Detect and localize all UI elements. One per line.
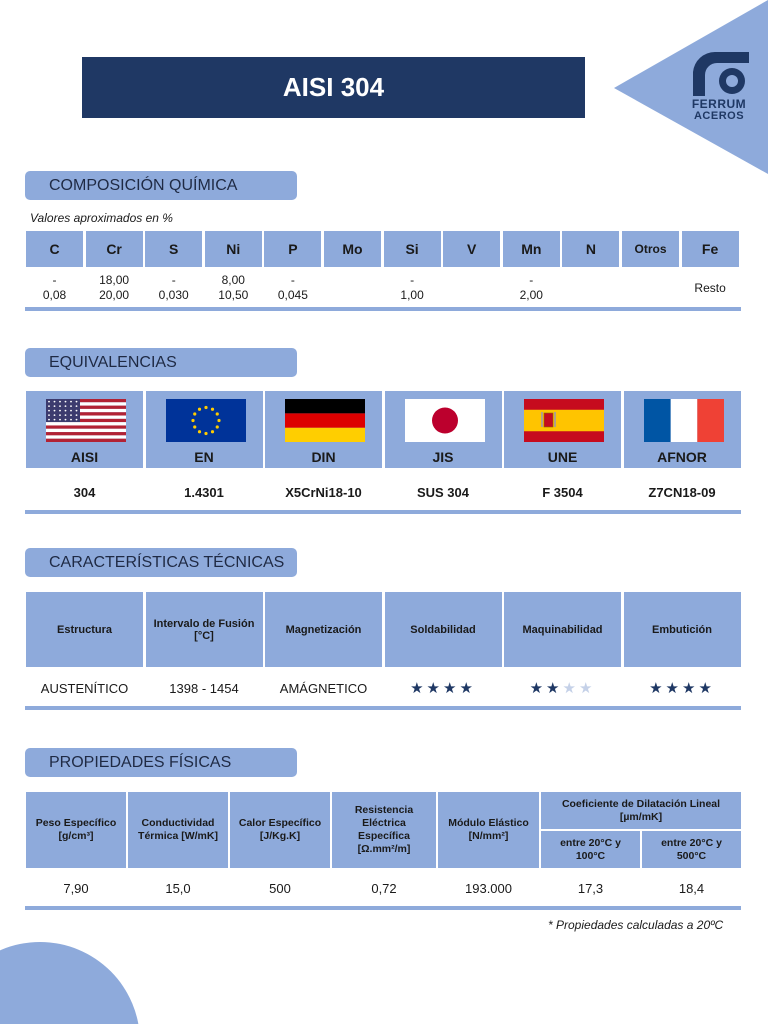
equivalence-name: AFNOR	[657, 449, 707, 465]
composition-header-s: S	[145, 231, 202, 267]
composition-header-fe: Fe	[682, 231, 739, 267]
composition-note: Valores aproximados en %	[30, 211, 173, 225]
equivalence-value-jis: SUS 304	[416, 484, 470, 500]
physical-header-3: Resistencia Eléctrica Específica [Ω.mm²/m]	[332, 792, 436, 868]
composition-value-line: 20,00	[99, 288, 130, 302]
composition-header-ni: Ni	[205, 231, 262, 267]
technical-header-3: Soldabilidad	[385, 592, 502, 667]
physical-value-2: 500	[269, 880, 291, 896]
ferrum-aceros-logo	[684, 50, 754, 122]
composition-value-otros	[622, 270, 679, 306]
equivalence-name: JIS	[432, 449, 454, 465]
equivalence-card-jis	[385, 391, 502, 468]
composition-value-line: 2,00	[519, 288, 543, 302]
composition-value-s	[145, 270, 202, 306]
composition-header-n: N	[562, 231, 619, 267]
composition-value-line: -	[290, 273, 295, 287]
physical-value-6: 18,4	[678, 880, 705, 896]
physical-value-3: 0,72	[371, 880, 397, 896]
composition-header-cr: Cr	[86, 231, 143, 267]
rating-soldabilidad	[385, 673, 502, 703]
equivalences-bottom-rule	[25, 510, 741, 514]
physical-note: * Propiedades calculadas a 20ºC	[548, 918, 724, 932]
dilation-subheader-1: entre 20°C y 500°C	[642, 831, 741, 868]
physical-header-4: Módulo Elástico [N/mm²]	[438, 792, 539, 868]
equivalence-value-une: F 3504	[542, 484, 583, 500]
composition-value-v	[443, 270, 500, 306]
page-title: AISI 304	[82, 57, 585, 118]
star-filled-icon: ★	[682, 680, 699, 697]
composition-value-line: 0,045	[277, 288, 308, 302]
star-filled-icon: ★	[529, 680, 547, 697]
logo-text-line2: ACEROS	[693, 110, 745, 122]
composition-value-line: 0,030	[158, 288, 189, 302]
physical-header-0: Peso Específico [g/cm³]	[26, 792, 126, 868]
composition-value-line: 10,50	[218, 288, 249, 302]
equivalence-value-afnor: Z7CN18-09	[648, 484, 716, 500]
composition-value-line: -	[52, 273, 57, 287]
equivalence-value-en: 1.4301	[184, 484, 224, 500]
technical-header-1: Intervalo de Fusión [°C]	[146, 592, 263, 667]
japan-flag-icon	[405, 399, 485, 442]
technical-header-0: Estructura	[26, 592, 143, 667]
star-filled-icon: ★	[665, 680, 682, 697]
dilation-subheader-0: entre 20°C y 100°C	[541, 831, 640, 868]
germany-flag-icon	[285, 399, 365, 442]
composition-section-label: COMPOSICIÓN QUÍMICA	[25, 171, 297, 200]
france-flag-icon	[644, 399, 724, 442]
star-filled-icon: ★	[443, 680, 460, 697]
equivalence-value-din: X5CrNi18-10	[285, 484, 362, 500]
equivalence-name: UNE	[547, 449, 578, 465]
star-filled-icon: ★	[410, 680, 427, 697]
logo-mark-icon	[689, 50, 749, 96]
composition-value-c	[26, 270, 83, 306]
star-filled-icon: ★	[459, 680, 476, 697]
equivalence-value-aisi: 304	[73, 484, 96, 500]
star-filled-icon: ★	[698, 680, 715, 697]
rating-maquinabilidad	[504, 673, 621, 703]
composition-value-line: -	[410, 273, 415, 287]
logo-text-line1: FERRUM	[691, 97, 747, 111]
composition-value-mn	[503, 270, 560, 306]
star-filled-icon: ★	[546, 680, 563, 697]
composition-value-fe	[682, 270, 739, 306]
physical-header-1: Conductividad Térmica [W/mK]	[128, 792, 228, 868]
technical-bottom-rule	[25, 706, 741, 710]
composition-value-p	[264, 270, 321, 306]
physical-bottom-rule	[25, 906, 741, 910]
composition-header-si: Si	[384, 231, 441, 267]
equivalence-name: AISI	[70, 449, 99, 465]
composition-header-otros: Otros	[622, 231, 679, 267]
composition-value-line: -	[171, 273, 176, 287]
spain-flag-icon	[524, 399, 604, 442]
bottom-left-circle-shape	[0, 942, 140, 1024]
eu-flag-icon	[166, 399, 246, 442]
dilation-header: Coeficiente de Dilatación Lineal [µm/mK]	[541, 792, 741, 829]
composition-header-mn: Mn	[503, 231, 560, 267]
composition-header-mo: Mo	[324, 231, 381, 267]
composition-value-mo	[324, 270, 381, 306]
composition-value-line: -	[529, 273, 534, 287]
composition-header-v: V	[443, 231, 500, 267]
physical-value-4: 193.000	[465, 880, 512, 896]
physical-header-2: Calor Específico [J/Kg.K]	[230, 792, 330, 868]
technical-header-2: Magnetización	[265, 592, 382, 667]
composition-value-line: 18,00	[99, 273, 130, 287]
equivalence-card-une	[504, 391, 621, 468]
composition-value-ni	[205, 270, 262, 306]
equivalences-section-label: EQUIVALENCIAS	[25, 348, 297, 377]
composition-value-line: Resto	[694, 280, 726, 295]
technical-value-0: AUSTENÍTICO	[40, 680, 129, 696]
composition-value-line: 8,00	[221, 273, 245, 287]
physical-value-1: 15,0	[165, 880, 191, 896]
star-empty-icon: ★	[578, 680, 596, 697]
rating-embutición	[624, 673, 741, 703]
star-filled-icon: ★	[649, 680, 666, 697]
technical-value-2: AMÁGNETICO	[279, 680, 368, 696]
star-empty-icon: ★	[562, 680, 579, 697]
usa-flag-icon	[46, 399, 126, 442]
physical-value-0: 7,90	[63, 880, 89, 896]
composition-value-si	[384, 270, 441, 306]
composition-header-p: P	[264, 231, 321, 267]
equivalence-card-afnor	[624, 391, 741, 468]
technical-header-5: Embutición	[624, 592, 741, 667]
composition-header-c: C	[26, 231, 83, 267]
star-filled-icon: ★	[426, 680, 443, 697]
physical-value-5: 17,3	[577, 880, 604, 896]
technical-section-label: CARACTERÍSTICAS TÉCNICAS	[25, 548, 297, 577]
composition-value-n	[562, 270, 619, 306]
technical-header-4: Maquinabilidad	[504, 592, 621, 667]
technical-value-1: 1398 - 1454	[169, 680, 239, 696]
equivalence-name: DIN	[311, 449, 336, 465]
composition-value-line: 1,00	[400, 288, 424, 302]
physical-section-label: PROPIEDADES FÍSICAS	[25, 748, 297, 777]
equivalence-card-din	[265, 391, 382, 468]
equivalence-card-en	[146, 391, 263, 468]
composition-bottom-rule	[25, 307, 741, 311]
equivalence-card-aisi	[26, 391, 143, 468]
composition-value-cr	[86, 270, 143, 306]
composition-value-line: 0,08	[42, 288, 67, 302]
equivalence-name: EN	[194, 449, 214, 465]
